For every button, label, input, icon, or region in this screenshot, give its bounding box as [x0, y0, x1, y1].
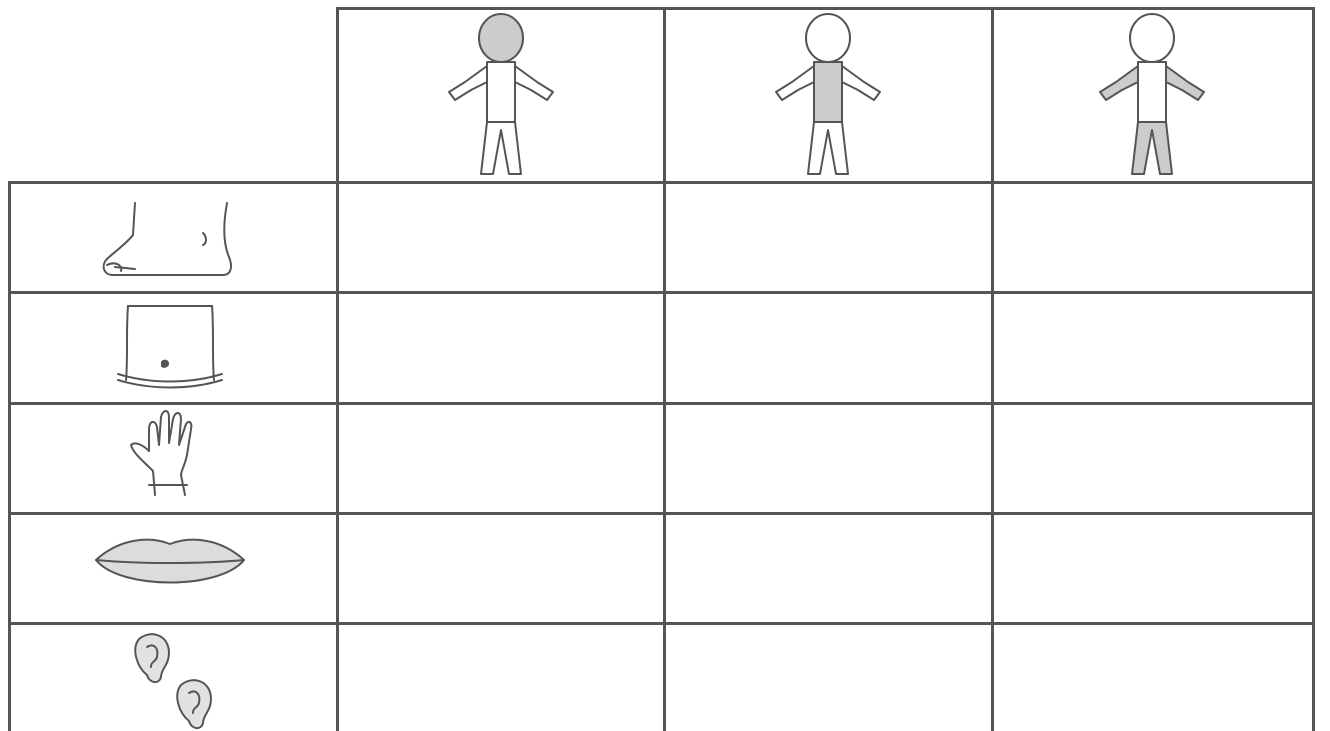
waist-measure-icon [110, 300, 230, 396]
header-cell-1 [338, 8, 664, 182]
grid-row-2 [8, 291, 1315, 294]
ears-icon [125, 627, 235, 727]
hand-wrist-icon [115, 405, 225, 505]
figure-torso-shaded-icon [758, 10, 898, 180]
grid-top [336, 7, 1315, 10]
figure-limbs-shaded-icon [1082, 10, 1222, 180]
figure-head-shaded-icon [431, 10, 571, 180]
header-cell-3 [992, 8, 1312, 182]
grid-row-5 [8, 622, 1315, 625]
grid-row-1 [8, 181, 1315, 184]
grid-row-3 [8, 402, 1315, 405]
grid-row-4 [8, 512, 1315, 515]
lips-icon [90, 530, 250, 600]
grid-vertical-left [8, 181, 11, 731]
foot-icon [95, 195, 245, 285]
header-cell-2 [665, 8, 991, 182]
